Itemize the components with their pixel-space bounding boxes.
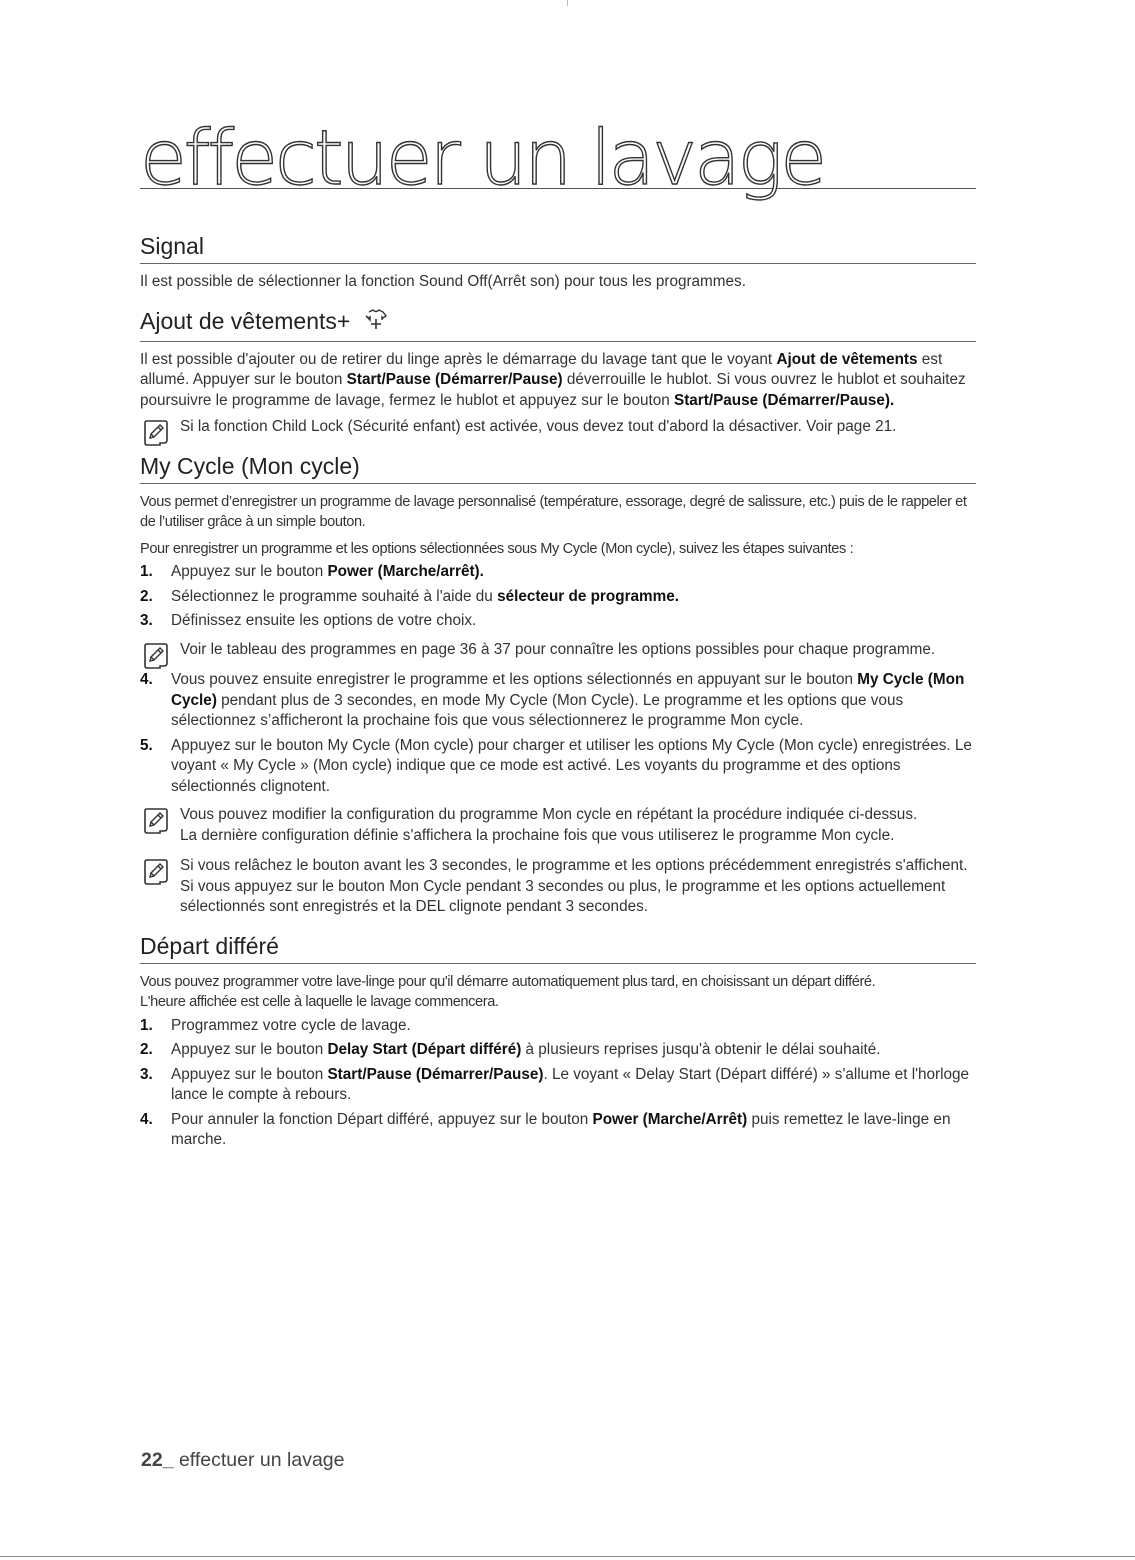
footer-label: effectuer un lavage <box>173 1449 345 1471</box>
steps-list <box>140 670 976 797</box>
note <box>140 640 976 661</box>
step-number: 5. <box>140 736 153 754</box>
bold-text: My Cycle (Mon Cycle) <box>171 671 965 709</box>
note <box>140 417 976 438</box>
bold-text: Start/Pause (Démarrer/Pause) <box>346 371 563 388</box>
section-mycycle <box>140 452 976 918</box>
note-text: La dernière configuration définie s'affichera la prochaine fois que vous utiliserez le programme Mon cycle. <box>180 826 895 844</box>
list-item <box>140 587 976 608</box>
signal-body: Il est possible de sélectionner la fonction Sound Off(Arrêt son) pour tous les programmes. <box>140 273 746 290</box>
section-heading-ajout <box>140 307 976 342</box>
mycycle-intro: Pour enregistrer un programme et les options sélectionnées sous My Cycle (Mon cycle), suivez les étapes suivantes : <box>140 540 854 557</box>
steps-list <box>140 1016 976 1151</box>
note-text: Vous pouvez modifier la configuration du programme Mon cycle en répétant la procédure indiquée ci-dessus. <box>180 806 918 823</box>
list-item <box>140 611 976 632</box>
step-number: 2. <box>140 587 153 605</box>
bold-text: Power (Marche/Arrêt) <box>592 1110 748 1128</box>
note-icon <box>142 419 170 447</box>
page-number: 22_ <box>141 1449 174 1471</box>
note-icon <box>142 642 170 670</box>
bold-text: Start/Pause (Démarrer/Pause) <box>327 1065 544 1083</box>
bold-text: Power (Marche/arrêt). <box>327 563 484 580</box>
bold-text: Delay Start (Départ différé) <box>327 1041 522 1058</box>
section-heading-signal <box>140 232 976 264</box>
list-item <box>140 1016 976 1037</box>
text: puis remettez le lave-linge en marche. <box>171 1110 951 1148</box>
text: Vous pouvez ensuite enregistrer le programme et les options sélectionnés en appuyant sur le bouton <box>171 671 858 688</box>
step-number: 3. <box>140 1065 153 1083</box>
note-icon <box>142 807 170 835</box>
step-number: 4. <box>140 671 153 688</box>
text: est allumé. Appuyer sur le bouton <box>140 350 943 388</box>
note-text: Si la fonction Child Lock (Sécurité enfant) est activée, vous devez tout d'abord la désactiver. Voir page 21. <box>180 418 897 435</box>
list-item <box>140 1065 976 1106</box>
section-heading-depart <box>140 932 976 964</box>
text: Appuyez sur le bouton <box>171 1065 328 1083</box>
text: Pour annuler la fonction Départ différé, appuyez sur le bouton <box>171 1110 593 1128</box>
bold-text: Ajout de vêtements <box>776 350 918 368</box>
text: Appuyez sur le bouton <box>171 1041 328 1058</box>
depart-intro: Vous pouvez programmer votre lave-linge pour qu'il démarre automatiquement plus tard, en choisissant un départ différé. <box>140 973 876 990</box>
bold-text: sélecteur de programme. <box>497 587 679 605</box>
heading-text: Signal <box>140 233 204 259</box>
heading-text: Ajout de vêtements+ <box>140 307 351 334</box>
text: . Le voyant « Delay Start (Départ différé) » s'allume et l'horloge lance le compte à rebours. <box>171 1065 970 1103</box>
section-depart <box>140 932 976 1151</box>
section-signal <box>140 232 976 293</box>
bold-text: Start/Pause (Démarrer/Pause). <box>674 391 895 409</box>
text: Il est possible d'ajouter ou de retirer du linge après le démarrage du lavage tant que le voyant <box>140 350 777 368</box>
text: déverrouille le hublot. Si vous ouvrez le hublot et souhaitez poursuivre le programme de lavage, fermez le hublot et appuyez sur le bouton <box>140 371 966 409</box>
list-item <box>140 1110 976 1151</box>
step-number: 4. <box>140 1110 153 1128</box>
page-content <box>140 232 976 1155</box>
text: Appuyez sur le bouton <box>171 563 328 580</box>
text: Programmez votre cycle de lavage. <box>171 1016 411 1034</box>
note-icon <box>142 858 170 886</box>
add-garment-icon <box>363 308 389 338</box>
list-item <box>140 1040 976 1061</box>
list-item <box>140 736 976 798</box>
depart-intro: L'heure affichée est celle à laquelle le lavage commencera. <box>140 994 499 1010</box>
page-footer <box>141 1449 344 1472</box>
step-number: 1. <box>140 1016 153 1034</box>
steps-list <box>140 562 976 632</box>
step-number: 2. <box>140 1041 153 1058</box>
list-item <box>140 670 976 732</box>
text: pendant plus de 3 secondes, en mode My Cycle (Mon Cycle). Le programme et les options que vous sélectionnez s’afficheront la prochaine fois que vous sélectionnerez le programme Mon cycle. <box>171 691 904 729</box>
text: Sélectionnez le programme souhaité à l'aide du <box>171 587 498 605</box>
section-ajout <box>140 307 976 438</box>
text: Appuyez sur le bouton My Cycle (Mon cycle) pour charger et utiliser les options My Cycle (Mon cycle) enregistrées. Le voyant « My Cycle » (Mon cycle) indique que ce mode est activé. Les voyants du programme et des options sélectionnés clignotent. <box>171 736 972 795</box>
section-heading-mycycle <box>140 452 976 484</box>
list-item <box>140 562 976 583</box>
ajout-body <box>140 350 976 412</box>
step-number: 1. <box>140 563 153 580</box>
bottom-rule <box>0 1556 1135 1557</box>
page-title: effectuer un lavage <box>140 120 976 189</box>
step-number: 3. <box>140 612 153 629</box>
note-text: Voir le tableau des programmes en page 36 à 37 pour connaître les options possibles pour chaque programme. <box>180 640 936 658</box>
note-text: Si vous relâchez le bouton avant les 3 secondes, le programme et les options précédemment enregistrés s'affichent. Si vous appuyez sur le bouton Mon Cycle pendant 3 secondes ou plus, le programme et les options actuellement sélectionnés sont enregistrés et la DEL clignote pendant 3 secondes. <box>180 857 968 915</box>
note <box>140 856 976 918</box>
crop-mark <box>567 0 568 6</box>
heading-text: My Cycle (Mon cycle) <box>140 452 360 479</box>
note <box>140 805 976 846</box>
heading-text: Départ différé <box>140 932 279 959</box>
mycycle-intro: Vous permet d’enregistrer un programme de lavage personnalisé (température, essorage, degré de salissure, etc.) puis de le rappeler et de l’utiliser grâce à un simple bouton. <box>140 493 967 530</box>
text: à plusieurs reprises jusqu'à obtenir le délai souhaité. <box>521 1041 881 1058</box>
text: Définissez ensuite les options de votre choix. <box>171 612 477 629</box>
